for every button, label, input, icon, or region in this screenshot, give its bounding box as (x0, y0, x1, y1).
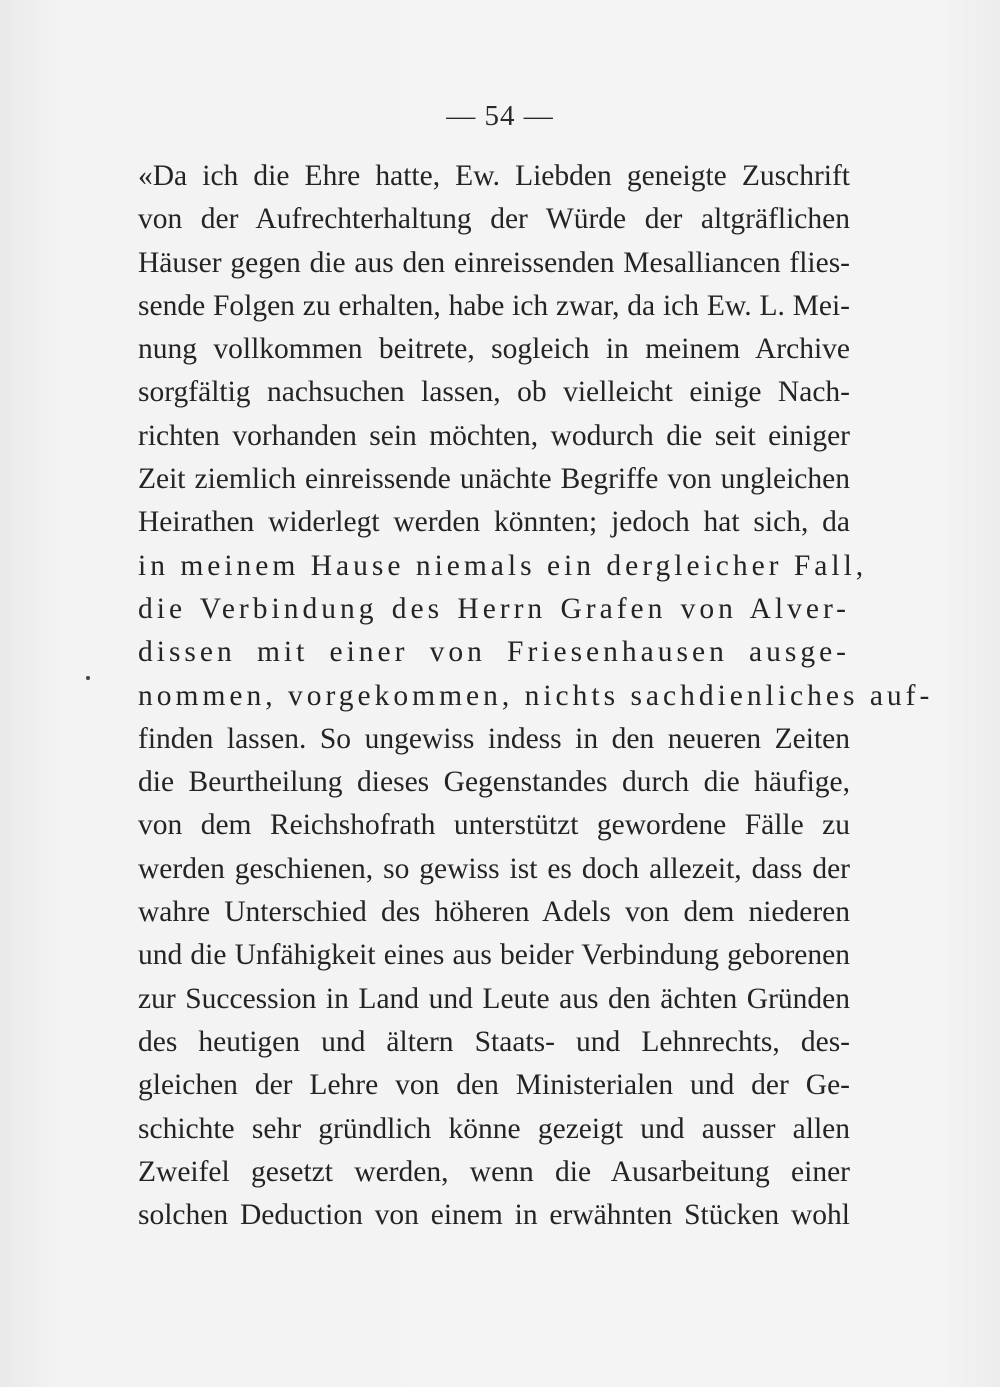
text-line: Heirathen widerlegt werden könnten; jedoch hat sich, da (138, 506, 850, 539)
text-line: werden geschienen, so gewiss ist es doch allezeit, dass der (138, 852, 850, 885)
text-line: wahre Unterschied des höheren Adels von dem niederen (138, 896, 850, 929)
text-line: solchen Deduction von einem in erwähnten Stücken wohl (138, 1199, 850, 1232)
text-line: finden lassen. So ungewiss indess in den neueren Zeiten (138, 722, 850, 755)
text-line: Zeit ziemlich einreissende unächte Begriffe von ungleichen (138, 463, 850, 496)
text-line: von dem Reichshofrath unterstützt gewordene Fälle zu (138, 809, 850, 842)
text-line: nommen, vorgekommen, nichts sachdienliches auf- (138, 679, 934, 712)
text-line: von der Aufrechterhaltung der Würde der altgräflichen (138, 203, 850, 236)
text-line: schichte sehr gründlich könne gezeigt und ausser allen (138, 1112, 850, 1145)
text-line: sende Folgen zu erhalten, habe ich zwar, da ich Ew. L. Mei- (138, 289, 850, 322)
text-line: Häuser gegen die aus den einreissenden Mesalliancen flies- (138, 246, 850, 279)
text-line: «Da ich die Ehre hatte, Ew. Liebden geneigte Zuschrift (138, 160, 850, 192)
text-line: sorgfältig nachsuchen lassen, ob vielleicht einige Nach- (138, 376, 850, 409)
text-line: dissen mit einer von Friesenhausen ausge- (138, 636, 850, 669)
text-line: richten vorhanden sein möchten, wodurch die seit einiger (138, 419, 850, 452)
text-line: die Verbindung des Herrn Grafen von Alver- (138, 592, 850, 625)
text-line: zur Succession in Land und Leute aus den ächten Gründen (138, 982, 850, 1015)
text-line: die Beurtheilung dieses Gegenstandes durch die häufige, (138, 766, 850, 799)
text-line: gleichen der Lehre von den Ministerialen und der Ge- (138, 1069, 850, 1102)
text-line: nung vollkommen beitrete, sogleich in meinem Archive (138, 333, 850, 366)
page-number: — 54 — (446, 100, 554, 132)
text-line: und die Unfähigkeit eines aus beider Verbindung geborenen (138, 939, 850, 972)
text-line: Zweifel gesetzt werden, wenn die Ausarbeitung einer (138, 1155, 850, 1188)
print-speck (86, 676, 90, 680)
text-line: des heutigen und ältern Staats- und Lehnrechts, des- (138, 1025, 850, 1058)
text-line: in meinem Hause niemals ein dergleicher Fall, (138, 549, 868, 582)
body-text (138, 155, 934, 1237)
